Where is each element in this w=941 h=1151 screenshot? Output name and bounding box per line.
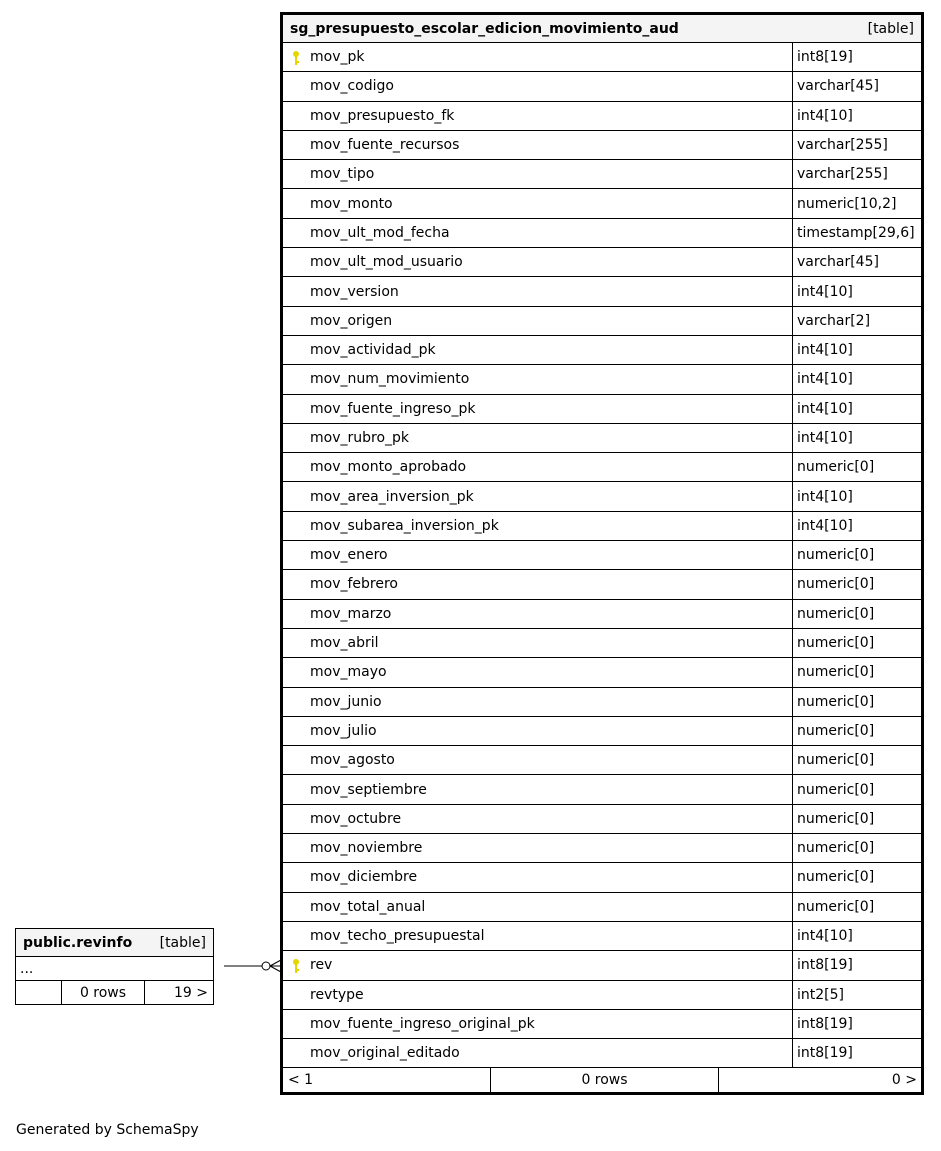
column-type: timestamp[29,6] [797,224,915,241]
column-type: varchar[45] [797,78,879,95]
column-name-text: revtype [310,986,364,1003]
column-name-text: mov_subarea_inversion_pk [310,517,499,534]
column-name-text: mov_ult_mod_fecha [310,224,450,241]
children-count[interactable]: 0 > [891,1072,917,1089]
revinfo-children-count[interactable]: 19 > [174,984,208,1001]
column-type: int4[10] [797,488,853,505]
column-name-text: mov_fuente_ingreso_pk [310,400,476,417]
row-count: 0 rows [491,1068,719,1092]
column-type: int4[10] [797,371,853,388]
column-name-text: mov_enero [310,547,388,564]
main-table-title[interactable]: sg_presupuesto_escolar_edicion_movimiento_aud [290,20,679,37]
revinfo-row-count: 0 rows [62,981,145,1004]
column-name-text: rev [310,957,333,974]
column-type: int4[10] [797,928,853,945]
column-name-text: mov_pk [310,49,365,66]
column-name-text: mov_original_editado [310,1045,460,1062]
column-name-text: mov_monto_aprobado [310,459,467,476]
column-name-text: mov_presupuesto_fk [310,107,455,124]
column-type: numeric[0] [797,869,875,886]
column-type: numeric[0] [797,635,875,652]
column-type: int8[19] [797,1045,853,1062]
revinfo-collapsed-columns: ... [16,957,213,981]
column-name-text: mov_marzo [310,605,392,622]
column-type: varchar[45] [797,254,879,271]
column-name-text: mov_octubre [310,810,402,827]
column-name-text: mov_actividad_pk [310,342,436,359]
column-name-text: mov_origen [310,312,393,329]
column-name-text: mov_ult_mod_usuario [310,254,463,271]
column-type: int2[5] [797,986,844,1003]
column-type: numeric[10,2] [797,195,897,212]
column-name-text: mov_techo_presupuestal [310,928,485,945]
column-name-text: mov_num_movimiento [310,371,470,388]
column-type: varchar[255] [797,166,888,183]
column-type: numeric[0] [797,781,875,798]
column-type: int8[19] [797,957,853,974]
column-name-text: mov_codigo [310,78,394,95]
column-type: int8[19] [797,1015,853,1032]
column-name-text: mov_fuente_recursos [310,137,460,154]
column-type: numeric[0] [797,840,875,857]
column-type: int4[10] [797,342,853,359]
revinfo-table-kind: [table] [159,934,206,951]
column-type: numeric[0] [797,752,875,769]
column-name-text: mov_area_inversion_pk [310,488,474,505]
column-name-text: mov_fuente_ingreso_original_pk [310,1015,535,1032]
column-name-text: mov_diciembre [310,869,418,886]
column-name-text: mov_total_anual [310,898,426,915]
column-name-text: mov_septiembre [310,781,427,798]
revinfo-table-title[interactable]: public.revinfo [23,934,133,951]
column-name-text: mov_abril [310,635,379,652]
column-type: varchar[2] [797,312,871,329]
column-name-text: mov_junio [310,693,382,710]
column-name-text: mov_mayo [310,664,387,681]
parents-count[interactable]: < 1 [283,1068,491,1092]
column-type: numeric[0] [797,722,875,739]
column-type: numeric[0] [797,605,875,622]
column-type: numeric[0] [797,898,875,915]
column-type: int4[10] [797,430,853,446]
generated-by-label: Generated by SchemaSpy [16,1122,199,1138]
column-type: numeric[0] [797,459,875,476]
column-name-text: mov_tipo [310,166,375,183]
column-name-text: mov_rubro_pk [310,430,410,446]
crows-foot-upper [270,960,281,966]
column-type: numeric[0] [797,547,875,564]
main-table-kind: [table] [867,20,914,37]
column-type: numeric[0] [797,664,875,681]
column-type: numeric[0] [797,693,875,710]
zero-optional-marker [262,962,270,970]
column-type: int4[10] [797,400,853,417]
column-name-text: mov_monto [310,195,393,212]
column-type: varchar[255] [797,137,888,154]
column-name-text: mov_version [310,283,399,300]
column-type: numeric[0] [797,810,875,827]
column-type: int8[19] [797,49,853,66]
column-type: numeric[0] [797,576,875,593]
column-name-text: mov_noviembre [310,840,423,857]
column-name-text: mov_febrero [310,576,398,593]
column-type: int4[10] [797,283,853,300]
column-type: int4[10] [797,107,853,124]
column-type: int4[10] [797,517,853,534]
column-name-text: mov_agosto [310,752,395,769]
column-name-text: mov_julio [310,722,377,739]
crows-foot-lower [270,966,281,972]
